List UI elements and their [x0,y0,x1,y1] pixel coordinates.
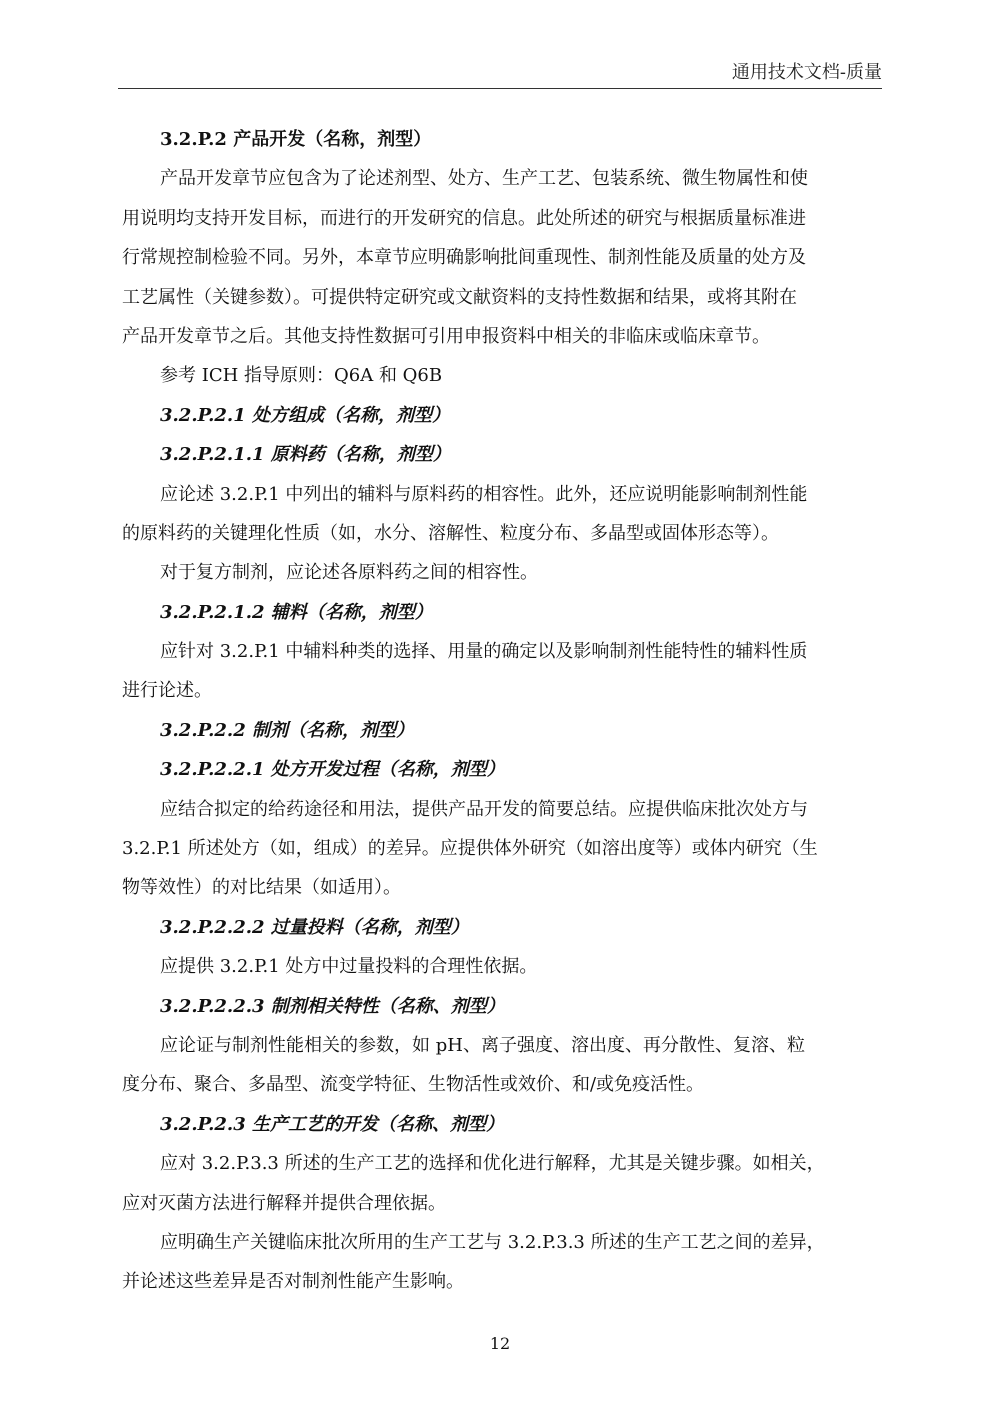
section-heading: 3.2.P.2.2.3 制剂相关特性（名称、剂型） [160,995,505,1017]
section-heading: 3.2.P.2.2.2 过量投料（名称，剂型） [160,916,469,938]
header-title: 通用技术文档-质量 [731,62,882,83]
body-text-line: 应论述 3.2.P.1 中列出的辅料与原料药的相容性。此外，还应说明能影响制剂性能 [160,483,808,505]
section-heading: 3.2.P.2.1 处方组成（名称，剂型） [160,404,450,426]
body-text-line: 的原料药的关键理化性质（如，水分、溶解性、粒度分布、多晶型或固体形态等）。 [122,522,779,544]
body-text-line: 应明确生产关键临床批次所用的生产工艺与 3.2.P.3.3 所述的生产工艺之间的差异， [160,1231,825,1253]
body-text-line: 应对 3.2.P.3.3 所述的生产工艺的选择和优化进行解释，尤其是关键步骤。如相关， [160,1153,825,1175]
body-text-line: 工艺属性（关键参数）。可提供特定研究或文献资料的支持性数据和结果，或将其附在 [122,286,797,308]
page-number: 12 [489,1334,511,1353]
body-text-line: 参考 ICH 指导原则：Q6A 和 Q6B [160,365,443,387]
section-heading: 3.2.P.2.2 制剂（名称，剂型） [160,719,414,741]
body-text-line: 产品开发章节应包含为了论述剂型、处方、生产工艺、包装系统、微生物属性和使 [160,168,808,190]
header-rule [118,88,882,89]
section-heading: 3.2.P.2.3 生产工艺的开发（名称、剂型） [160,1113,504,1135]
section-heading: 3.2.P.2 产品开发（名称，剂型） [160,129,432,150]
body-text-line: 应针对 3.2.P.1 中辅料种类的选择、用量的确定以及影响制剂性能特性的辅料性质 [160,641,808,663]
body-text-line: 对于复方制剂，应论述各原料药之间的相容性。 [160,562,538,584]
section-heading: 3.2.P.2.1.1 原料药（名称，剂型） [160,444,451,466]
body-text-line: 应结合拟定的给药途径和用法，提供产品开发的简要总结。应提供临床批次处方与 [160,798,808,820]
body-text-line: 应对灭菌方法进行解释并提供合理依据。 [122,1192,446,1214]
body-text-line: 度分布、聚合、多晶型、流变学特征、生物活性或效价、和/或免疫活性。 [122,1074,705,1096]
document-body [122,120,880,1302]
body-text-line: 3.2.P.1 所述处方（如，组成）的差异。应提供体外研究（如溶出度等）或体内研究（生 [122,838,818,860]
section-heading: 3.2.P.2.1.2 辅料（名称，剂型） [160,601,433,623]
body-text-line: 产品开发章节之后。其他支持性数据可引用申报资料中相关的非临床或临床章节。 [122,325,770,347]
body-text-line: 应论证与制剂性能相关的参数，如 pH、离子强度、溶出度、再分散性、复溶、粒 [160,1034,805,1056]
body-text-line: 行常规控制检验不同。另外，本章节应明确影响批间重现性、制剂性能及质量的处方及 [122,247,806,269]
body-text-line: 用说明均支持开发目标，而进行的开发研究的信息。此处所述的研究与根据质量标准进 [122,207,806,229]
body-text-line: 物等效性）的对比结果（如适用）。 [122,877,401,899]
body-text-line: 并论述这些差异是否对制剂性能产生影响。 [122,1271,464,1293]
body-text-line: 进行论述。 [122,680,212,702]
section-heading: 3.2.P.2.2.1 处方开发过程（名称，剂型） [160,759,505,781]
body-text-line: 应提供 3.2.P.1 处方中过量投料的合理性依据。 [160,956,538,978]
